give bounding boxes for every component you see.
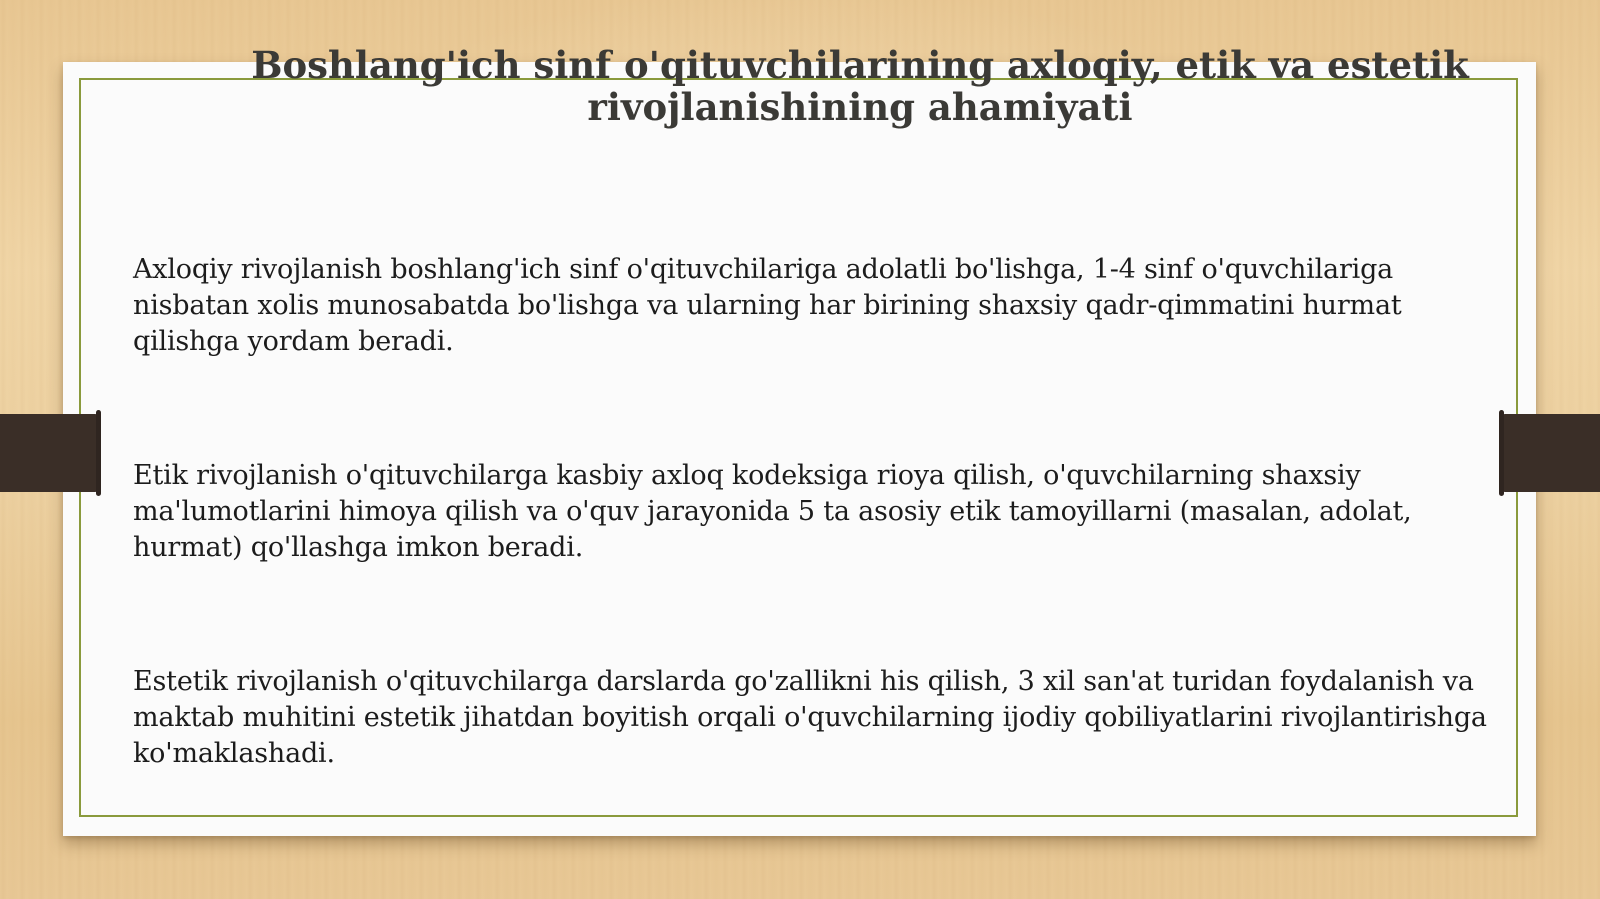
paragraph-ethical-development: Etik rivojlanish o'qituvchilarga kasbiy axloq kodeksiga rioya qilish, o'quvchilarning shaxsiy ma'lumotlarini himoya qilish va o'quv jarayonida 5 ta asosiy etik tamoyillarni (masalan, adolat, hurmat) qo'llashga imkon beradi. — [133, 460, 1412, 563]
paragraph-moral-development: Axloqiy rivojlanish boshlang'ich sinf o'qituvchilariga adolatli bo'lishga, 1-4 sinf o'quvchilariga nisbatan xolis munosabatda bo'lishga va ularning har birining shaxsiy qadr-qimmatini hurmat qilishga yordam beradi. — [133, 254, 1402, 357]
right-binder-clip — [1501, 414, 1600, 492]
left-binder-clip — [0, 414, 99, 492]
paragraph-aesthetic-development: Estetik rivojlanish o'qituvchilarga darslarda go'zallikni his qilish, 3 xil san'at turidan foydalanish va maktab muhitini estetik jihatdan boyitish orqali o'quvchilarning ijodiy qobiliyatlarini rivojlantirishga ko'maklashadi. — [133, 666, 1487, 769]
slide-title: Boshlang'ich sinf o'qituvchilarining axloqiy, etik va estetik rivojlanishining ahamiyati — [251, 43, 1469, 129]
left-binder-clip-edge — [96, 410, 101, 496]
